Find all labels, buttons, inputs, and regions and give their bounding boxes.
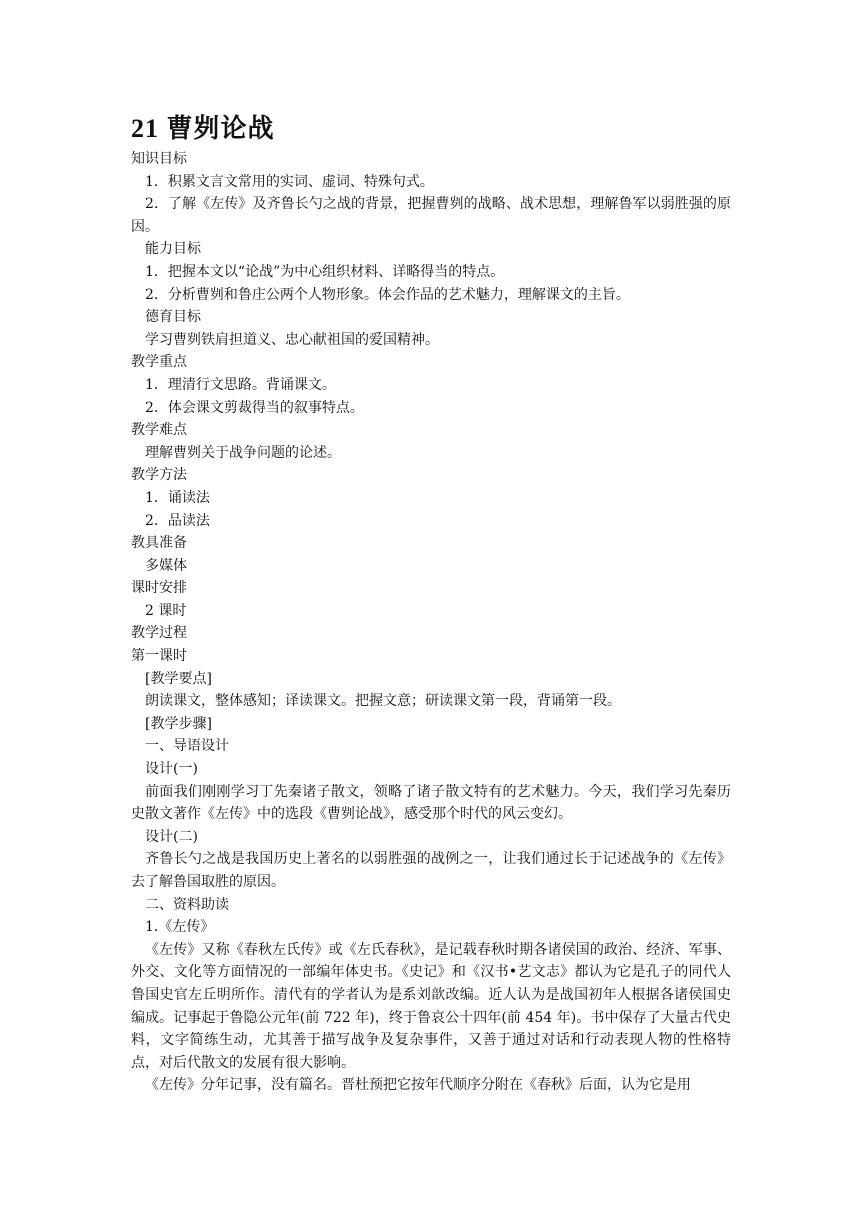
section-heading: 课时安排	[131, 580, 187, 597]
body-line: 2．分析曹刿和鲁庄公两个人物形象。体会作品的艺术魅力，理解课文的主旨。	[145, 286, 630, 303]
body-line: [教学要点]	[145, 670, 212, 687]
body-line: 二、资料助读	[145, 896, 229, 913]
body-line: 能力目标	[145, 241, 201, 258]
body-line: 1．把握本文以“论战”为中心组织材料、详略得当的特点。	[145, 263, 505, 280]
section-heading: 教学方法	[131, 467, 187, 484]
body-line: 1．积累文言文常用的实词、虚词、特殊句式。	[145, 173, 434, 190]
body-paragraph: 《左传》又称《春秋左氏传》或《左氏春秋》，是记载春秋时期各诸侯国的政治、经济、军事、外交、文化等方面情况的一部编年体史书。《史记》和《汉书•艺文志》都认为它是孔子的同代人鲁国史官左丘明所作。清代有的学者认为是系刘歆改编。近人认为是战国初年人根据各诸侯国史编成。记事起于鲁隐公元年(前 722 年)，终于鲁哀公十四年(前 454 年)。书中保存了大量古代史料，文字简练生动，尤其善于描写战争及复杂事件，又善于通过对话和行动表现人物的性格特点，对后代散文的发展有很大影响。	[131, 941, 731, 1071]
body-line: 2．品读法	[145, 512, 210, 529]
body-paragraph: 前面我们刚刚学习丁先秦诸子散文，领略了诸子散文特有的艺术魅力。今天，我们学习先秦历史散文著作《左传》中的选段《曹刿论战》，感受那个时代的风云变幻。	[131, 783, 731, 823]
section-heading: 教具准备	[131, 535, 187, 552]
body-line: [教学步骤]	[145, 715, 212, 732]
body-line: 2 课时	[145, 602, 187, 619]
body-line: 理解曹刿关于战争问题的论述。	[145, 444, 341, 461]
body-line: 1．诵读法	[145, 489, 210, 506]
body-line: 2．体会课文剪裁得当的叙事特点。	[145, 399, 364, 416]
body-line: 朗读课文，整体感知；译读课文。把握文意；研读课文第一段，背诵第一段。	[145, 693, 621, 710]
body-line: 设计(一)	[145, 761, 198, 778]
document-title: 21 曹刿论战	[131, 114, 275, 143]
body-paragraph: 2．了解《左传》及齐鲁长勺之战的背景，把握曹刿的战略、战术思想，理解鲁军以弱胜强的原因。	[131, 196, 731, 235]
section-heading: 第一课时	[131, 648, 187, 665]
section-heading: 教学重点	[131, 354, 187, 371]
section-heading: 教学过程	[131, 625, 187, 642]
body-line: 德育目标	[145, 309, 201, 326]
body-paragraph: 齐鲁长勺之战是我国历史上著名的以弱胜强的战例之一，让我们通过长于记述战争的《左传》去了解鲁国取胜的原因。	[131, 851, 731, 890]
body-line: 1．理清行文思路。背诵课文。	[145, 376, 336, 393]
body-line: 多媒体	[145, 557, 187, 574]
body-line: 一、导语设计	[145, 738, 229, 755]
body-line: 1.《左传》	[145, 919, 215, 936]
section-heading: 教学难点	[131, 422, 187, 439]
body-paragraph: 《左传》分年记事，没有篇名。晋杜预把它按年代顺序分附在《春秋》后面，认为它是用	[145, 1077, 691, 1094]
body-line: 学习曹刿铁肩担道义、忠心献祖国的爱国精神。	[145, 331, 439, 348]
document-page	[131, 112, 731, 1097]
body-line: 设计(二)	[145, 828, 198, 845]
document-body	[131, 148, 731, 1097]
section-heading: 知识目标	[131, 151, 187, 167]
